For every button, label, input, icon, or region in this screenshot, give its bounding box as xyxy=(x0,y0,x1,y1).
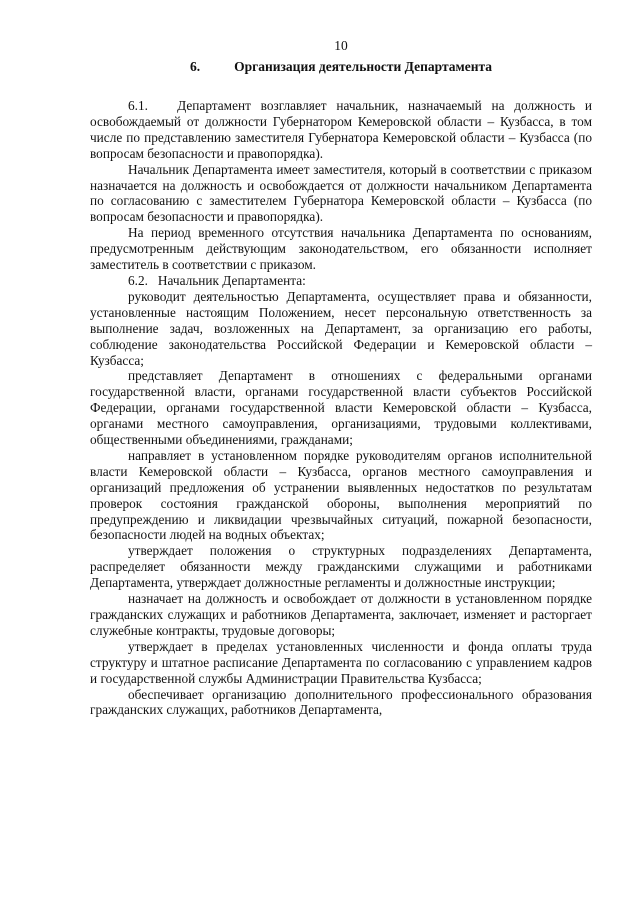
paragraph: На период временного отсутствия начальника Департамента по основаниям, предусмотренным действующим законодательством, его обязанности исполняет заместитель в соответствии с приказом. xyxy=(90,225,592,273)
paragraph: 6.2. Начальник Департамента: xyxy=(128,272,306,288)
paragraph: направляет в установленном порядке руководителям органов исполнительной власти Кемеровской области – Кузбасса, органов местного самоуправления и организаций предложения об устранении выявленных недостатков по результатам проверок состояния гражданской обороны, выполнения мероприятий по предупреждению и ликвидации чрезвычайных ситуаций, пожарной безопасности, безопасности людей на водных объектах; xyxy=(90,447,592,543)
paragraph: Начальник Департамента имеет заместителя, который в соответствии с приказом назначается на должность и освобождается от должности начальником Департамента по согласованию с заместителем Губернатора Кемеровской области – Кузбасса (по вопросам безопасности и правопорядка). xyxy=(90,161,592,225)
paragraph: утверждает положения о структурных подразделениях Департамента, распределяет обязанности между гражданскими служащими и работниками Департамента, утверждает должностные регламенты и должностные инструкции; xyxy=(90,543,592,591)
page-number: 10 xyxy=(334,38,348,53)
paragraph: обеспечивает организацию дополнительного профессионального образования гражданских служащих, работников Департамента, xyxy=(90,686,592,718)
paragraph: руководит деятельностью Департамента, осуществляет права и обязанности, установленные настоящим Положением, несет персональную ответственность за выполнение задач, возложенных на Департамент, за организацию его работы, соблюдение законодательства Российской Федерации и Кемеровской области – Кузбасса; xyxy=(90,288,592,368)
paragraph: назначает на должность и освобождает от должности в установленном порядке гражданских служащих и работников Департамента, заключает, изменяет и расторгает служебные контракты, трудовые договоры; xyxy=(90,591,592,638)
paragraph: утверждает в пределах установленных численности и фонда оплаты труда структуру и штатное расписание Департамента по согласованию с управлением кадров и государственной службы Администрации Правительства Кузбасса; xyxy=(90,638,592,686)
section-heading xyxy=(90,58,592,76)
paragraph: 6.1. Департамент возглавляет начальник, назначаемый на должность и освобождаемый от должности Губернатором Кемеровской области – Кузбасса, в том числе по представлению заместителя Губернатора Кемеровской области – Кузбасса (по вопросам безопасности и правопорядка). xyxy=(90,98,592,161)
section-title: Организация деятельности Департамента xyxy=(234,59,493,74)
paragraph: представляет Департамент в отношениях с федеральными органами государственной власти, органами государственной власти субъектов Российской Федерации, органами государственной власти Кемеровской области – Кузбасса, органами местного самоуправления, организациями, трудовыми коллективами, общественными объединениями, гражданами; xyxy=(90,368,592,448)
section-number: 6. xyxy=(189,59,201,74)
